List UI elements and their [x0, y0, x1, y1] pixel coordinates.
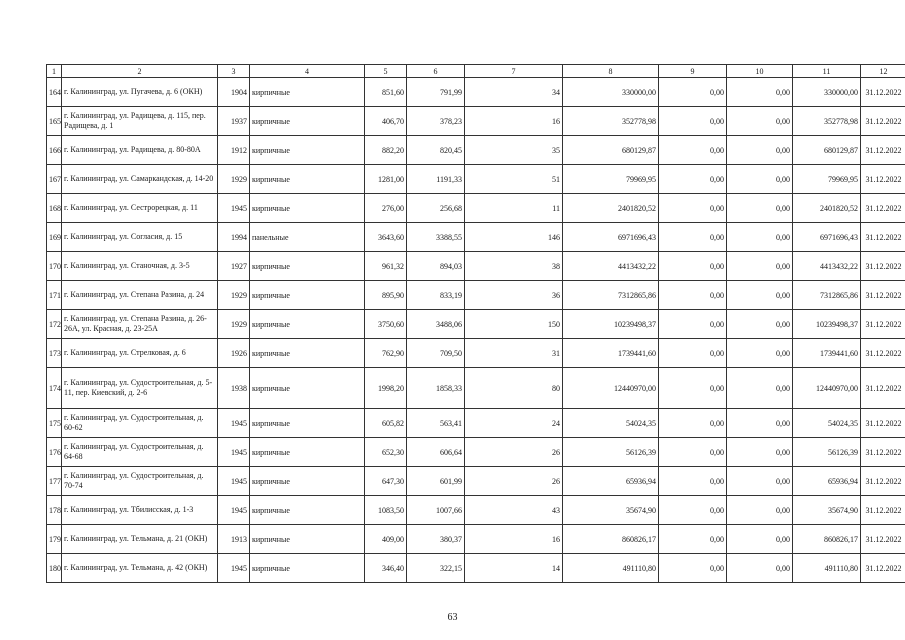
table-row	[47, 438, 905, 467]
year-cell: 1926	[218, 339, 250, 368]
total-cell: 352778,98	[793, 107, 861, 136]
address-cell: г. Калининград, ул. Самаркандская, д. 14-20	[62, 165, 218, 194]
year-cell: 1904	[218, 78, 250, 107]
table-row	[47, 368, 905, 409]
living-area-cell: 1191,33	[407, 165, 465, 194]
area-cell: 1281,00	[365, 165, 407, 194]
total-cell: 56126,39	[793, 438, 861, 467]
material-cell: кирпичные	[250, 467, 365, 496]
amount-cell: 1739441,60	[563, 339, 659, 368]
material-cell: кирпичные	[250, 554, 365, 583]
amount-cell: 0,00	[727, 310, 793, 339]
residents-cell: 146	[465, 223, 563, 252]
living-area-cell: 1007,66	[407, 496, 465, 525]
area-cell: 3643,60	[365, 223, 407, 252]
table-row	[47, 78, 905, 107]
address-cell: г. Калининград, ул. Степана Разина, д. 26-26А, ул. Красная, д. 23-25А	[62, 310, 218, 339]
address-cell: г. Калининград, ул. Степана Разина, д. 24	[62, 281, 218, 310]
date-cell: 31.12.2022	[861, 107, 905, 136]
area-cell: 762,90	[365, 339, 407, 368]
residents-cell: 38	[465, 252, 563, 281]
living-area-cell: 709,50	[407, 339, 465, 368]
registry-table	[46, 64, 905, 583]
date-cell: 31.12.2022	[861, 223, 905, 252]
material-cell: кирпичные	[250, 165, 365, 194]
material-cell: кирпичные	[250, 368, 365, 409]
amount-cell: 330000,00	[563, 78, 659, 107]
residents-cell: 43	[465, 496, 563, 525]
year-cell: 1937	[218, 107, 250, 136]
address-cell: г. Калининград, ул. Тельмана, д. 42 (ОКН)	[62, 554, 218, 583]
living-area-cell: 256,68	[407, 194, 465, 223]
col-header: 1	[47, 65, 62, 78]
address-cell: г. Калининград, ул. Пугачева, д. 6 (ОКН)	[62, 78, 218, 107]
living-area-cell: 606,64	[407, 438, 465, 467]
table-row	[47, 409, 905, 438]
total-cell: 860826,17	[793, 525, 861, 554]
table-row	[47, 107, 905, 136]
amount-cell: 0,00	[727, 467, 793, 496]
material-cell: кирпичные	[250, 438, 365, 467]
col-header: 11	[793, 65, 861, 78]
amount-cell: 352778,98	[563, 107, 659, 136]
table-row	[47, 554, 905, 583]
col-header: 9	[659, 65, 727, 78]
amount-cell: 0,00	[659, 496, 727, 525]
table-row	[47, 310, 905, 339]
living-area-cell: 1858,33	[407, 368, 465, 409]
amount-cell: 0,00	[659, 194, 727, 223]
row-number: 171	[47, 281, 62, 310]
year-cell: 1945	[218, 496, 250, 525]
area-cell: 346,40	[365, 554, 407, 583]
amount-cell: 860826,17	[563, 525, 659, 554]
address-cell: г. Калининград, ул. Тбилисская, д. 1-3	[62, 496, 218, 525]
amount-cell: 0,00	[659, 525, 727, 554]
address-cell: г. Калининград, ул. Радищева, д. 80-80А	[62, 136, 218, 165]
area-cell: 3750,60	[365, 310, 407, 339]
amount-cell: 680129,87	[563, 136, 659, 165]
material-cell: кирпичные	[250, 339, 365, 368]
row-number: 173	[47, 339, 62, 368]
amount-cell: 491110,80	[563, 554, 659, 583]
amount-cell: 0,00	[659, 107, 727, 136]
header-row	[47, 65, 905, 78]
total-cell: 12440970,00	[793, 368, 861, 409]
area-cell: 895,90	[365, 281, 407, 310]
living-area-cell: 820,45	[407, 136, 465, 165]
amount-cell: 4413432,22	[563, 252, 659, 281]
col-header: 2	[62, 65, 218, 78]
residents-cell: 16	[465, 525, 563, 554]
amount-cell: 0,00	[659, 554, 727, 583]
date-cell: 31.12.2022	[861, 368, 905, 409]
amount-cell: 0,00	[659, 409, 727, 438]
amount-cell: 0,00	[659, 281, 727, 310]
living-area-cell: 894,03	[407, 252, 465, 281]
area-cell: 406,70	[365, 107, 407, 136]
year-cell: 1929	[218, 281, 250, 310]
living-area-cell: 3388,55	[407, 223, 465, 252]
address-cell: г. Калининград, ул. Судостроительная, д. 64-68	[62, 438, 218, 467]
amount-cell: 65936,94	[563, 467, 659, 496]
year-cell: 1994	[218, 223, 250, 252]
amount-cell: 0,00	[727, 107, 793, 136]
table-row	[47, 194, 905, 223]
year-cell: 1929	[218, 310, 250, 339]
address-cell: г. Калининград, ул. Тельмана, д. 21 (ОКН)	[62, 525, 218, 554]
total-cell: 10239498,37	[793, 310, 861, 339]
row-number: 174	[47, 368, 62, 409]
date-cell: 31.12.2022	[861, 438, 905, 467]
date-cell: 31.12.2022	[861, 310, 905, 339]
year-cell: 1927	[218, 252, 250, 281]
material-cell: кирпичные	[250, 310, 365, 339]
date-cell: 31.12.2022	[861, 467, 905, 496]
amount-cell: 6971696,43	[563, 223, 659, 252]
amount-cell: 0,00	[727, 438, 793, 467]
row-number: 176	[47, 438, 62, 467]
amount-cell: 0,00	[659, 165, 727, 194]
amount-cell: 2401820,52	[563, 194, 659, 223]
living-area-cell: 563,41	[407, 409, 465, 438]
table-row	[47, 281, 905, 310]
date-cell: 31.12.2022	[861, 281, 905, 310]
year-cell: 1938	[218, 368, 250, 409]
material-cell: кирпичные	[250, 409, 365, 438]
material-cell: кирпичные	[250, 194, 365, 223]
residents-cell: 36	[465, 281, 563, 310]
col-header: 5	[365, 65, 407, 78]
residents-cell: 34	[465, 78, 563, 107]
residents-cell: 16	[465, 107, 563, 136]
amount-cell: 56126,39	[563, 438, 659, 467]
amount-cell: 35674,90	[563, 496, 659, 525]
material-cell: панельные	[250, 223, 365, 252]
area-cell: 652,30	[365, 438, 407, 467]
amount-cell: 7312865,86	[563, 281, 659, 310]
address-cell: г. Калининград, ул. Согласия, д. 15	[62, 223, 218, 252]
total-cell: 680129,87	[793, 136, 861, 165]
residents-cell: 26	[465, 467, 563, 496]
amount-cell: 0,00	[727, 368, 793, 409]
residents-cell: 35	[465, 136, 563, 165]
amount-cell: 12440970,00	[563, 368, 659, 409]
total-cell: 54024,35	[793, 409, 861, 438]
year-cell: 1945	[218, 554, 250, 583]
amount-cell: 0,00	[727, 339, 793, 368]
living-area-cell: 322,15	[407, 554, 465, 583]
living-area-cell: 378,23	[407, 107, 465, 136]
total-cell: 4413432,22	[793, 252, 861, 281]
date-cell: 31.12.2022	[861, 409, 905, 438]
year-cell: 1945	[218, 409, 250, 438]
table-row	[47, 165, 905, 194]
material-cell: кирпичные	[250, 136, 365, 165]
date-cell: 31.12.2022	[861, 554, 905, 583]
amount-cell: 0,00	[727, 252, 793, 281]
date-cell: 31.12.2022	[861, 252, 905, 281]
row-number: 175	[47, 409, 62, 438]
area-cell: 409,00	[365, 525, 407, 554]
row-number: 166	[47, 136, 62, 165]
amount-cell: 0,00	[659, 136, 727, 165]
area-cell: 1083,50	[365, 496, 407, 525]
material-cell: кирпичные	[250, 525, 365, 554]
year-cell: 1945	[218, 194, 250, 223]
living-area-cell: 380,37	[407, 525, 465, 554]
row-number: 177	[47, 467, 62, 496]
material-cell: кирпичные	[250, 107, 365, 136]
material-cell: кирпичные	[250, 281, 365, 310]
row-number: 168	[47, 194, 62, 223]
living-area-cell: 833,19	[407, 281, 465, 310]
amount-cell: 0,00	[659, 438, 727, 467]
row-number: 180	[47, 554, 62, 583]
row-number: 165	[47, 107, 62, 136]
area-cell: 961,32	[365, 252, 407, 281]
amount-cell: 0,00	[659, 223, 727, 252]
date-cell: 31.12.2022	[861, 525, 905, 554]
table-row	[47, 525, 905, 554]
area-cell: 851,60	[365, 78, 407, 107]
row-number: 164	[47, 78, 62, 107]
amount-cell: 0,00	[727, 165, 793, 194]
row-number: 172	[47, 310, 62, 339]
amount-cell: 0,00	[727, 281, 793, 310]
residents-cell: 31	[465, 339, 563, 368]
material-cell: кирпичные	[250, 496, 365, 525]
row-number: 169	[47, 223, 62, 252]
residents-cell: 80	[465, 368, 563, 409]
amount-cell: 0,00	[727, 78, 793, 107]
amount-cell: 0,00	[659, 252, 727, 281]
row-number: 178	[47, 496, 62, 525]
table-row	[47, 467, 905, 496]
page-number: 63	[447, 612, 458, 623]
area-cell: 276,00	[365, 194, 407, 223]
material-cell: кирпичные	[250, 252, 365, 281]
col-header: 7	[465, 65, 563, 78]
amount-cell: 79969,95	[563, 165, 659, 194]
date-cell: 31.12.2022	[861, 194, 905, 223]
date-cell: 31.12.2022	[861, 165, 905, 194]
address-cell: г. Калининград, ул. Стрелковая, д. 6	[62, 339, 218, 368]
address-cell: г. Калининград, ул. Станочная, д. 3-5	[62, 252, 218, 281]
total-cell: 1739441,60	[793, 339, 861, 368]
residents-cell: 51	[465, 165, 563, 194]
amount-cell: 0,00	[727, 136, 793, 165]
col-header: 10	[727, 65, 793, 78]
material-cell: кирпичные	[250, 78, 365, 107]
total-cell: 7312865,86	[793, 281, 861, 310]
year-cell: 1913	[218, 525, 250, 554]
residents-cell: 11	[465, 194, 563, 223]
date-cell: 31.12.2022	[861, 339, 905, 368]
table-row	[47, 252, 905, 281]
year-cell: 1912	[218, 136, 250, 165]
col-header: 12	[861, 65, 905, 78]
address-cell: г. Калининград, ул. Сестрорецкая, д. 11	[62, 194, 218, 223]
date-cell: 31.12.2022	[861, 136, 905, 165]
residents-cell: 26	[465, 438, 563, 467]
date-cell: 31.12.2022	[861, 78, 905, 107]
year-cell: 1945	[218, 438, 250, 467]
total-cell: 491110,80	[793, 554, 861, 583]
year-cell: 1945	[218, 467, 250, 496]
total-cell: 330000,00	[793, 78, 861, 107]
amount-cell: 0,00	[727, 223, 793, 252]
col-header: 3	[218, 65, 250, 78]
total-cell: 65936,94	[793, 467, 861, 496]
living-area-cell: 3488,06	[407, 310, 465, 339]
living-area-cell: 601,99	[407, 467, 465, 496]
year-cell: 1929	[218, 165, 250, 194]
table-row	[47, 339, 905, 368]
address-cell: г. Калининград, ул. Судостроительная, д. 60-62	[62, 409, 218, 438]
total-cell: 35674,90	[793, 496, 861, 525]
col-header: 8	[563, 65, 659, 78]
table-row	[47, 496, 905, 525]
area-cell: 1998,20	[365, 368, 407, 409]
amount-cell: 0,00	[659, 339, 727, 368]
amount-cell: 0,00	[727, 496, 793, 525]
row-number: 179	[47, 525, 62, 554]
total-cell: 2401820,52	[793, 194, 861, 223]
table-row	[47, 223, 905, 252]
table-row	[47, 136, 905, 165]
amount-cell: 0,00	[659, 310, 727, 339]
amount-cell: 0,00	[727, 554, 793, 583]
living-area-cell: 791,99	[407, 78, 465, 107]
residents-cell: 150	[465, 310, 563, 339]
area-cell: 647,30	[365, 467, 407, 496]
row-number: 167	[47, 165, 62, 194]
amount-cell: 0,00	[727, 525, 793, 554]
address-cell: г. Калининград, ул. Радищева, д. 115, пер. Радищева, д. 1	[62, 107, 218, 136]
amount-cell: 0,00	[727, 409, 793, 438]
amount-cell: 54024,35	[563, 409, 659, 438]
row-number: 170	[47, 252, 62, 281]
address-cell: г. Калининград, ул. Судостроительная, д. 70-74	[62, 467, 218, 496]
amount-cell: 0,00	[659, 78, 727, 107]
date-cell: 31.12.2022	[861, 496, 905, 525]
total-cell: 6971696,43	[793, 223, 861, 252]
amount-cell: 10239498,37	[563, 310, 659, 339]
address-cell: г. Калининград, ул. Судостроительная, д. 5-11, пер. Киевский, д. 2-6	[62, 368, 218, 409]
amount-cell: 0,00	[659, 368, 727, 409]
col-header: 6	[407, 65, 465, 78]
col-header: 4	[250, 65, 365, 78]
amount-cell: 0,00	[727, 194, 793, 223]
residents-cell: 14	[465, 554, 563, 583]
area-cell: 882,20	[365, 136, 407, 165]
residents-cell: 24	[465, 409, 563, 438]
total-cell: 79969,95	[793, 165, 861, 194]
area-cell: 605,82	[365, 409, 407, 438]
amount-cell: 0,00	[659, 467, 727, 496]
